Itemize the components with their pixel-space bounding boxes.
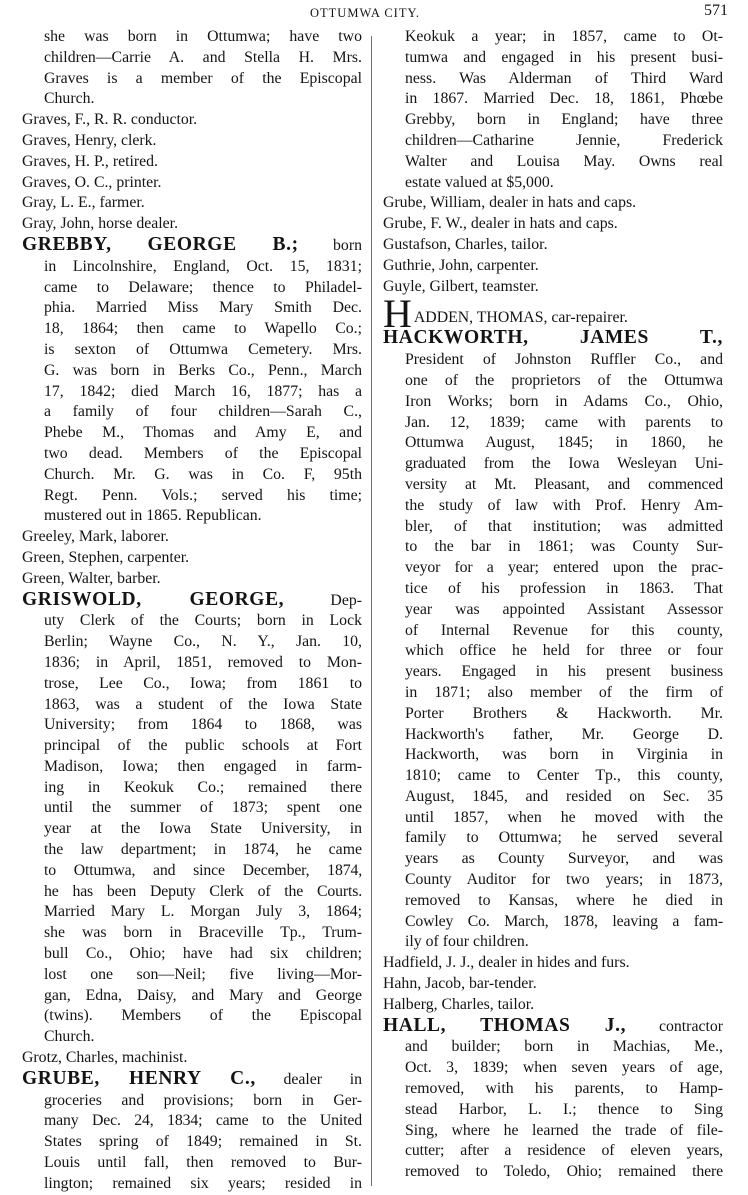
- entry-name: GREBBY, GEORGE B.;: [22, 233, 299, 255]
- entry-text: ADDEN, THOMAS, car-repairer.: [413, 308, 628, 326]
- text-line: 18, 1864; then came to Wapello Co.;: [44, 320, 362, 338]
- text-line: phia. Married Miss Mary Smith Dec.: [44, 299, 362, 317]
- text-line: Graves is a member of the Episcopal: [44, 69, 362, 87]
- text-line: to the bar in 1861; was County Sur-: [405, 538, 723, 556]
- entry-griswold: [22, 590, 362, 1049]
- drop-cap: H: [383, 291, 412, 337]
- text-line: Grebby, born in England; have three: [405, 111, 723, 129]
- short-entry: Gustafson, Charles, tailor.: [383, 235, 548, 253]
- text-line: gan, Edna, Daisy, and Mary and George: [44, 986, 362, 1004]
- page-header: [0, 2, 748, 26]
- short-entry: Graves, O. C., printer.: [22, 173, 162, 191]
- text-line: of Internal Revenue for this county,: [405, 621, 723, 639]
- text-line: he has been Deputy Clerk of the Courts.: [44, 882, 362, 900]
- text-line: Regt. Penn. Vols.; served his time;: [44, 486, 362, 504]
- text-line: the study of law with Prof. Henry Am-: [405, 496, 723, 514]
- text-line: 1810; came to Center Tp., this county,: [405, 767, 723, 785]
- text-line: year at the Iowa State University, in: [44, 820, 362, 838]
- text-line: tice of his profession in 1863. That: [405, 579, 723, 597]
- left-column: [22, 27, 362, 1195]
- entry-name: HACKWORTH, JAMES T.,: [383, 327, 723, 349]
- text-line: lost one son—Neil; five living—Mor-: [44, 965, 362, 983]
- text-line: Cowley Co. March, 1878, leaving a fam-: [405, 912, 723, 930]
- text-line: Oct. 3, 1839; when seven years of age,: [405, 1059, 723, 1077]
- short-entry: Greeley, Mark, laborer.: [22, 528, 169, 546]
- entry-head-rest: dealer in: [283, 1070, 362, 1088]
- text-line: mustered out in 1865. Republican.: [44, 507, 262, 525]
- text-line: Iron Works; born in Adams Co., Ohio,: [405, 392, 723, 410]
- text-line: 17, 1842; died March 16, 1877; has a: [44, 382, 362, 400]
- text-line: Church.: [44, 90, 95, 108]
- entry-head: [22, 1069, 362, 1091]
- text-line: the law department; in 1874, he came: [44, 841, 362, 859]
- text-line: to Ottumwa, and since December, 1874,: [44, 861, 362, 879]
- short-entry: Gray, L. E., farmer.: [22, 194, 145, 212]
- text-line: County Auditor for two years; in 1873,: [405, 871, 723, 889]
- text-line: stead Harbor, L. I.; thence to Sing: [405, 1100, 723, 1118]
- text-line: versity at Mt. Pleasant, and commenced: [405, 475, 723, 493]
- text-line: in Lincolnshire, England, Oct. 15, 1831;: [44, 257, 362, 275]
- text-line: which office he held for three or four: [405, 642, 723, 660]
- text-line: Louis until fall, then removed to Bur-: [44, 1154, 362, 1172]
- text-line: bull Co., Ohio; have had six children;: [44, 945, 362, 963]
- right-column: [383, 27, 723, 1183]
- short-entry: Hadfield, J. J., dealer in hides and furs.: [383, 954, 630, 972]
- text-line: uty Clerk of the Courts; born in Lock: [44, 612, 362, 630]
- text-line: years as County Surveyor, and was: [405, 850, 723, 868]
- short-entry: Guyle, Gilbert, teamster.: [383, 277, 539, 295]
- text-line: she was born in Ottumwa; have two: [44, 28, 362, 45]
- text-line: until 1857, when he moved with the: [405, 808, 723, 826]
- text-line: (twins). Members of the Episcopal: [44, 1007, 362, 1025]
- text-line: Madison, Iowa; then engaged in farm-: [44, 757, 362, 775]
- text-line: in 1871; also member of the firm of: [405, 683, 723, 701]
- entry-hackworth: [383, 328, 723, 953]
- text-line: and builder; born in Machias, Me.,: [405, 1038, 723, 1056]
- text-line: Phebe M., Thomas and Amy E, and: [44, 424, 362, 442]
- entry-head: [383, 1016, 723, 1038]
- entry-head-rest: Dep-: [330, 591, 362, 609]
- text-line: Jan. 12, 1839; came with parents to: [405, 413, 723, 431]
- text-line: children—Carrie A. and Stella H. Mrs.: [44, 48, 362, 66]
- text-line: veyor for a year; entered upon the prac-: [405, 559, 723, 577]
- text-line: one of the proprietors of the Ottumwa: [405, 371, 723, 389]
- text-line: bler, of that institution; was admitted: [405, 517, 723, 535]
- short-entry: Graves, H. P., retired.: [22, 152, 158, 170]
- short-entry: Graves, F., R. R. conductor.: [22, 111, 198, 129]
- text-line: ing in Keokuk Co.; remained there: [44, 778, 362, 796]
- text-line: removed to Kansas, where he died in: [405, 891, 723, 909]
- short-entry: Green, Stephen, carpenter.: [22, 548, 190, 566]
- entry-name: GRISWOLD, GEORGE,: [22, 588, 285, 610]
- text-line: many Dec. 24, 1834; came to the United: [44, 1112, 362, 1130]
- text-line: Berlin; Wayne Co., N. Y., Jan. 10,: [44, 633, 362, 651]
- entry-head: [22, 590, 362, 612]
- text-line: Ottumwa August, 1845; in 1860, he: [405, 434, 723, 452]
- text-line: removed to Toledo, Ohio; remained there: [405, 1163, 723, 1181]
- text-line: Porter Brothers & Hackworth. Mr.: [405, 704, 723, 722]
- text-line: principal of the public schools at Fort: [44, 737, 362, 755]
- entry-grube-continued: [383, 27, 723, 193]
- short-entry: Grube, William, dealer in hats and caps.: [383, 194, 637, 212]
- text-line: tumwa and engaged in his present busi-: [405, 48, 723, 66]
- short-entry: Graves, Henry, clerk.: [22, 131, 157, 149]
- text-line: University; from 1864 to 1868, was: [44, 716, 362, 734]
- text-line: graduated from the Iowa Wesleyan Uni-: [405, 455, 723, 473]
- text-line: came to Delaware; thence to Philadel-: [44, 278, 362, 296]
- text-line: G. was born in Berks Co., Penn., March: [44, 361, 362, 379]
- short-entry: Grube, F. W., dealer in hats and caps.: [383, 215, 618, 233]
- short-entry: Guthrie, John, carpenter.: [383, 256, 539, 274]
- text-line: lington; remained six years; resided in: [44, 1174, 362, 1192]
- text-line: children—Catharine Jennie, Frederick: [405, 131, 723, 149]
- text-line: two dead. Members of the Episcopal: [44, 444, 362, 462]
- running-head: OTTUMWA CITY.: [310, 6, 420, 20]
- text-line: ily of four children.: [405, 933, 529, 951]
- text-line: groceries and provisions; born in Ger-: [44, 1091, 362, 1109]
- entry-head: [383, 328, 723, 350]
- entry-graves-continued: [22, 27, 362, 110]
- entry-head: [22, 235, 362, 257]
- entry-name: HALL, THOMAS J.,: [383, 1014, 627, 1036]
- text-line: family to Ottumwa; he served several: [405, 829, 723, 847]
- text-line: in 1867. Married Dec. 18, 1861, Phœbe: [405, 90, 723, 108]
- text-line: Church.: [44, 1028, 95, 1046]
- text-line: Church. Mr. G. was in Co. F, 95th: [44, 465, 362, 483]
- text-line: Married Mary L. Morgan July 3, 1864;: [44, 903, 362, 921]
- text-line: estate valued at $5,000.: [405, 173, 554, 191]
- text-line: States spring of 1849; remained in St.: [44, 1133, 362, 1151]
- entry-head-rest: contractor: [658, 1017, 724, 1035]
- text-line: is sexton of Ottumwa Cemetery. Mrs.: [44, 340, 362, 358]
- text-line: 1863, was a student of the Iowa State: [44, 695, 362, 713]
- text-line: removed, with his parents, to Hamp-: [405, 1080, 723, 1098]
- page-number: 571: [704, 2, 728, 19]
- text-line: year was appointed Assistant Assessor: [405, 600, 723, 618]
- column-divider: [371, 36, 372, 1186]
- text-line: Keokuk a year; in 1857, came to Ot-: [405, 28, 723, 45]
- entry-hadden: [383, 291, 723, 337]
- text-line: trose, Lee Co., Iowa; from 1861 to: [44, 674, 362, 692]
- entry-grube: [22, 1069, 362, 1195]
- text-line: a family of four children—Sarah C.,: [44, 403, 362, 421]
- text-line: cutter; after a residence of eleven years,: [405, 1142, 723, 1160]
- text-line: Walter and Louisa May. Owns real: [405, 152, 723, 170]
- text-line: Sing, where he learned the trade of file-: [405, 1121, 723, 1139]
- text-line: ness. Was Alderman of Third Ward: [405, 69, 723, 87]
- short-entry: Hahn, Jacob, bar-tender.: [383, 975, 537, 993]
- text-line: August, 1845, and resided on Sec. 35: [405, 787, 723, 805]
- entry-name: GRUBE, HENRY C.,: [22, 1067, 256, 1089]
- text-line: President of Johnston Ruffler Co., and: [405, 351, 723, 369]
- short-entry: Halberg, Charles, tailor.: [383, 995, 535, 1013]
- entry-head-rest: born: [333, 236, 362, 254]
- text-line: until the summer of 1873; spent one: [44, 799, 362, 817]
- text-line: 1836; in April, 1851, removed to Mon-: [44, 653, 362, 671]
- short-entry: Gray, John, horse dealer.: [22, 215, 179, 233]
- text-line: Hackworth's father, Mr. George D.: [405, 725, 723, 743]
- text-line: Hackworth, was born in Virginia in: [405, 746, 723, 764]
- short-entry: Green, Walter, barber.: [22, 569, 161, 587]
- short-entry: Grotz, Charles, machinist.: [22, 1049, 188, 1067]
- entry-hall: [383, 1016, 723, 1183]
- text-line: she was born in Braceville Tp., Trum-: [44, 924, 362, 942]
- entry-grebby: [22, 235, 362, 527]
- text-line: years. Engaged in his present business: [405, 663, 723, 681]
